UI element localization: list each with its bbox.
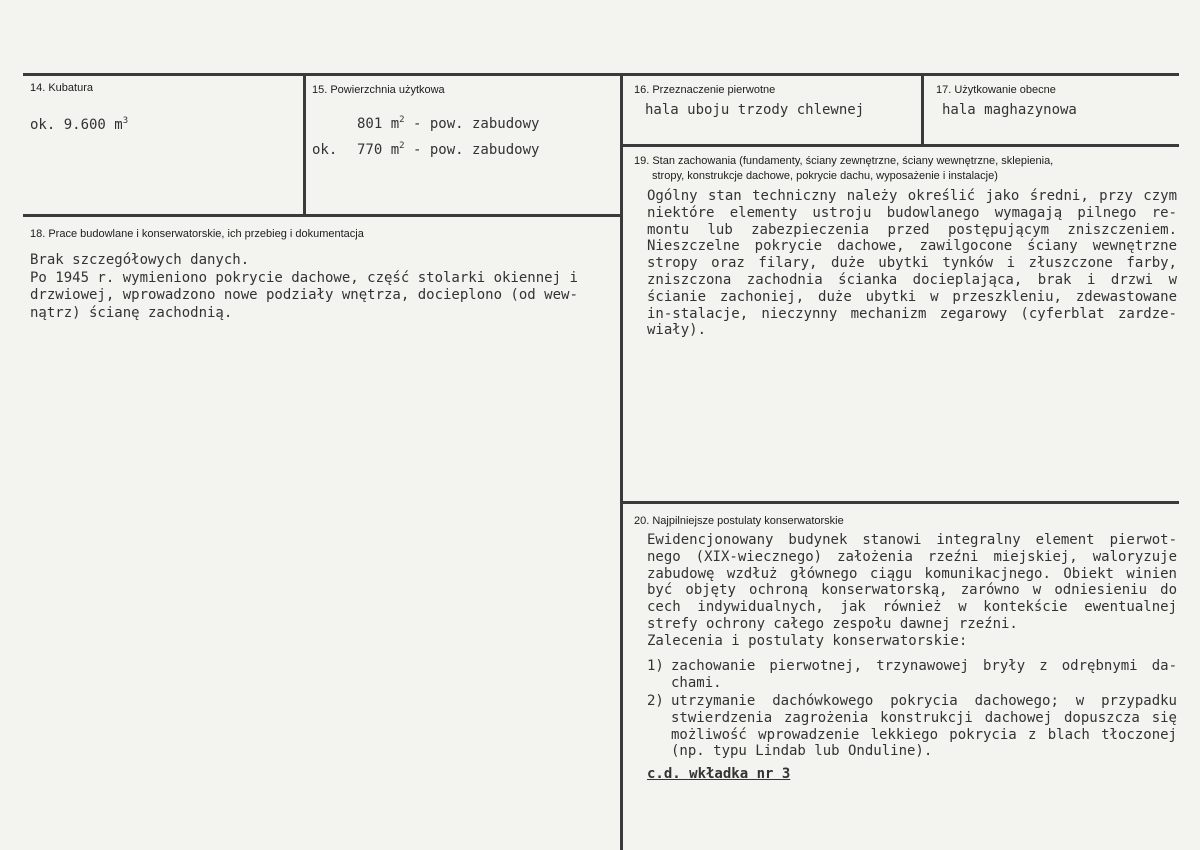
section-18-label: 18. Prace budowlane i konserwatorskie, ich przebieg i dokumentacja [30,228,364,240]
condition-line: zniszczona zachodnia ścianka docieplająca, brak i drzwi w [647,271,1177,288]
center-divider [620,73,623,850]
postulates-text [647,532,1177,650]
postulates-line: strefy ochrony całego zespołu dawnej rzeźni. [647,615,1018,632]
recommendation-item-1 [647,658,1177,692]
works-line: Brak szczegółowych danych. [30,252,250,268]
section-17-label: 17. Użytkowanie obecne [936,84,1056,96]
original-purpose-value: hala uboju trzody chlewnej [645,102,865,118]
recommendation-1-line: chami. [671,674,722,691]
section-14-label: 14. Kubatura [30,82,93,94]
works-history-text [30,252,578,322]
section-19-label-line-1: 19. Stan zachowania (fundamenty, ściany zewnętrzne, ściany wewnętrzne, sklepienia, [634,155,1054,167]
condition-line: wiały). [647,322,707,339]
recommendation-item-2 [647,693,1177,760]
recommendation-2-number: 2) [647,693,664,709]
postulates-line: zabudowę wzdłuż głównego ciągu komunikacjnego. Obiekt winien [647,565,1177,582]
rule-above-20 [620,501,1179,504]
kubatura-unit-exponent: 3 [122,116,129,126]
recommendation-2-line: (np. typu Lindab lub Onduline). [671,743,933,760]
rule-below-16-17 [620,144,1179,147]
area-row-2 [312,142,539,159]
current-use-value: hala maghazynowa [942,102,1077,118]
condition-line: Ogólny stan techniczny należy określić jako średni, przy czym [647,188,1177,204]
condition-line: stropy oraz filary, duże ubytki tynków i złuszczone farby, [647,255,1177,272]
condition-line: montu lub zabezpieczenia przed postępującym zniszczeniem. [647,221,1177,238]
postulates-line: Ewidencjonowany budynek stanowi integralny element pierwot- [647,532,1177,548]
recommendation-1-line: zachowanie pierwotnej, trzynawowej bryły z odrębnymi da- [671,658,1177,674]
recommendation-1-number: 1) [647,658,664,674]
kubatura-number: ok. 9.600 m [30,117,123,133]
continuation-note: c.d. wkładka nr 3 [647,766,791,782]
recommendations-heading: Zalecenia i postulaty konserwatorskie: [647,632,968,649]
condition-text [647,188,1177,339]
postulates-line: być objęty ochroną konserwatorską, zarówno w odniesieniu do [647,582,1177,599]
area-row-1-value: 801 m [357,116,400,132]
condition-line: Nieszczelne pokrycie dachowe, zawilgocone ściany wewnętrzne [647,238,1177,255]
divider-16-17 [921,73,924,146]
works-line: drzwiowej, wprowadzono nowe podziały wnętrza, docieplono (od wew- [30,287,578,303]
area-row-2-desc: - pow. zabudowy [404,142,540,158]
area-row-1 [312,116,539,133]
section-15-label: 15. Powierzchnia użytkowa [312,84,445,96]
recommendation-2-line: możliwość wprowadzenie lekkiego pokrycia z blach tłoczonej [671,726,1177,743]
postulates-line: cech indywidualnych, jak również w kontekście ewentualnej [647,599,1177,616]
condition-line: ścianie zachoniej, duże ubytki w przeszkleniu, zdewastowane [647,288,1177,305]
area-row-1-desc: - pow. zabudowy [404,116,540,132]
area-row-2-value: 770 m [357,142,400,158]
section-16-label: 16. Przeznaczenie pierwotne [634,84,776,96]
top-rule [23,73,1179,76]
kubatura-value [30,117,128,134]
condition-line: niektóre elementy ustroju budowlanego wymagają pilnego re- [647,204,1177,221]
works-line: Po 1945 r. wymieniono pokrycie dachowe, część stolarki okiennej i [30,269,578,286]
divider-14-15 [303,73,306,217]
section-20-label: 20. Najpilniejsze postulaty konserwatorskie [634,515,844,527]
recommendation-2-line: stwierdzenia zagrożenia konstrukcji dachowej dopuszcza się [671,709,1177,726]
works-line: nątrz) ścianę zachodnią. [30,304,233,321]
rule-above-18 [23,214,620,217]
condition-line: in-stalacje, nieczynny mechanizm zegarowy (cyferblat zardze- [647,305,1177,322]
area-row-2-exponent: 2 [399,141,405,151]
section-19-label-line-2: stropy, konstrukcje dachowe, pokrycie dachu, wyposażenie i instalacje) [652,170,998,182]
recommendation-2-line: utrzymanie dachówkowego pokrycia dachowego; w przypadku [671,693,1177,709]
area-row-1-exponent: 2 [399,115,405,125]
postulates-line: nego (XIX-wiecznego) założenia rzeźni miejskiej, waloryzuje [647,548,1177,565]
area-row-2-prefix: ok. [312,142,338,158]
